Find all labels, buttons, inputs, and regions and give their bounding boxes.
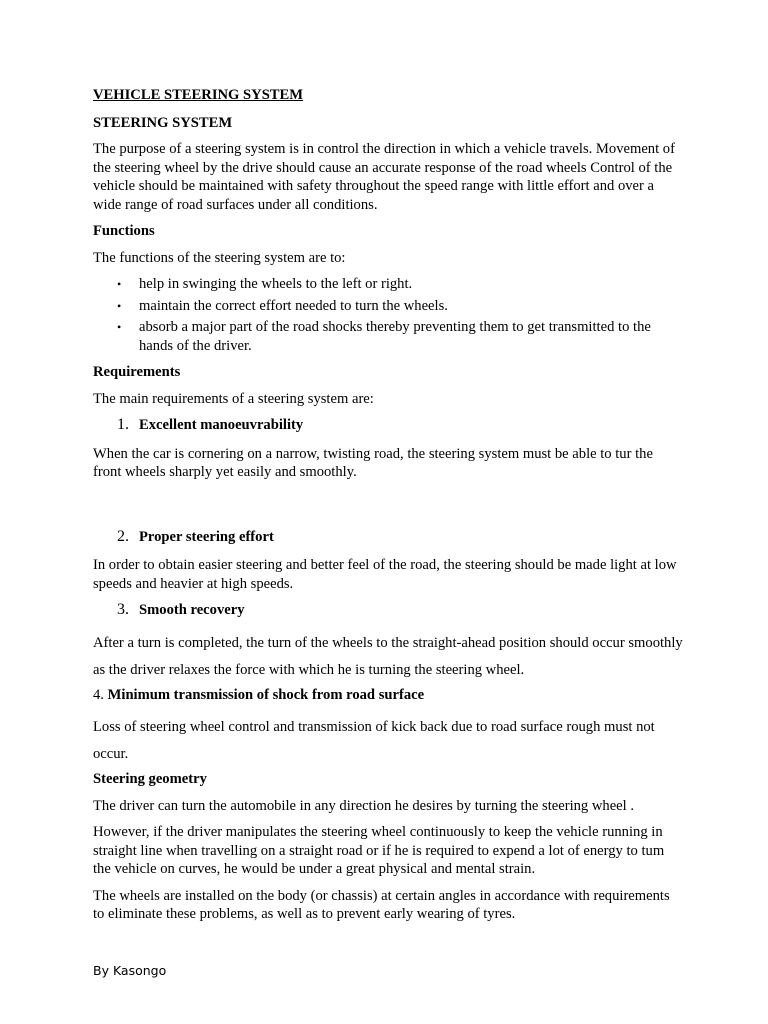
requirement-title: Excellent manoeuvrability: [139, 417, 304, 433]
list-item: [93, 275, 683, 294]
geometry-paragraph-3: The wheels are installed on the body (or chassis) at certain angles in accordance with requirements to eliminate these problems, as well as to prevent early wearing of tyres.: [93, 887, 670, 922]
requirement-title: Smooth recovery: [139, 602, 245, 618]
requirement-title: Minimum transmission of shock from road surface: [107, 686, 425, 703]
bullet-icon: •: [117, 320, 122, 334]
list-item: [93, 318, 683, 355]
list-item-text: absorb a major part of the road shocks thereby preventing them to get transmitted to the hands of the driver.: [139, 319, 651, 354]
list-item-text: help in swinging the wheels to the left or right.: [139, 276, 413, 292]
intro-paragraph: The purpose of a steering system is in control the direction in which a vehicle travels. Movement of the steering wheel by the drive should cause an accurate response of the road wheels Control of the vehicle should be maintained with safety throughout the speed range with little effort and over a wide range of road surfaces under all conditions.: [93, 141, 675, 213]
geometry-paragraph-2: However, if the driver manipulates the steering wheel continuously to keep the vehicle running in straight line when travelling on a straight road or if he is required to expend a lot of energy to tum the vehicle on curves, he would be under a great physical and mental strain.: [93, 824, 665, 877]
list-item: [93, 297, 683, 316]
bullet-icon: •: [117, 277, 122, 291]
geometry-heading: Steering geometry: [93, 771, 207, 787]
requirement-body-4: Loss of steering wheel control and transmission of kick back due to road surface rough must not occur.: [93, 719, 655, 762]
functions-lead: The functions of the steering system are to:: [93, 249, 346, 266]
requirement-body-2: In order to obtain easier steering and better feel of the road, the steering should be made light at low speeds and heavier at high speeds.: [93, 557, 677, 592]
functions-list: [93, 275, 683, 355]
requirement-heading-4: [93, 686, 683, 705]
requirement-heading-1: [117, 416, 683, 435]
requirement-body-3: After a turn is completed, the turn of the wheels to the straight-ahead position should occur smoothly as the driver relaxes the force with which he is turning the steering wheel.: [93, 634, 683, 678]
document-title: VEHICLE STEERING SYSTEM: [93, 87, 304, 103]
page-footer: By Kasongo: [93, 963, 167, 978]
section-title: STEERING SYSTEM: [93, 114, 233, 131]
requirement-heading-3: [117, 601, 683, 620]
list-item-text: maintain the correct effort needed to turn the wheels.: [139, 297, 448, 314]
requirement-heading-2: [117, 528, 683, 547]
requirement-body-1: When the car is cornering on a narrow, twisting road, the steering system must be able to tur the front wheels sharply yet easily and smoothly.: [93, 445, 653, 480]
geometry-paragraph-1: The driver can turn the automobile in any direction he desires by turning the steering wheel .: [93, 797, 635, 814]
spacer: [93, 490, 683, 520]
requirement-title: Proper steering effort: [139, 528, 274, 545]
requirement-number: 4.: [93, 686, 104, 703]
document-body: [93, 86, 683, 932]
requirements-heading: Requirements: [93, 364, 181, 380]
requirement-number: 2.: [117, 527, 129, 545]
functions-heading: Functions: [93, 223, 155, 239]
requirement-number: 3.: [117, 601, 129, 618]
requirement-number: 1.: [117, 416, 129, 433]
requirements-lead: The main requirements of a steering system are:: [93, 390, 374, 407]
bullet-icon: •: [117, 298, 122, 313]
